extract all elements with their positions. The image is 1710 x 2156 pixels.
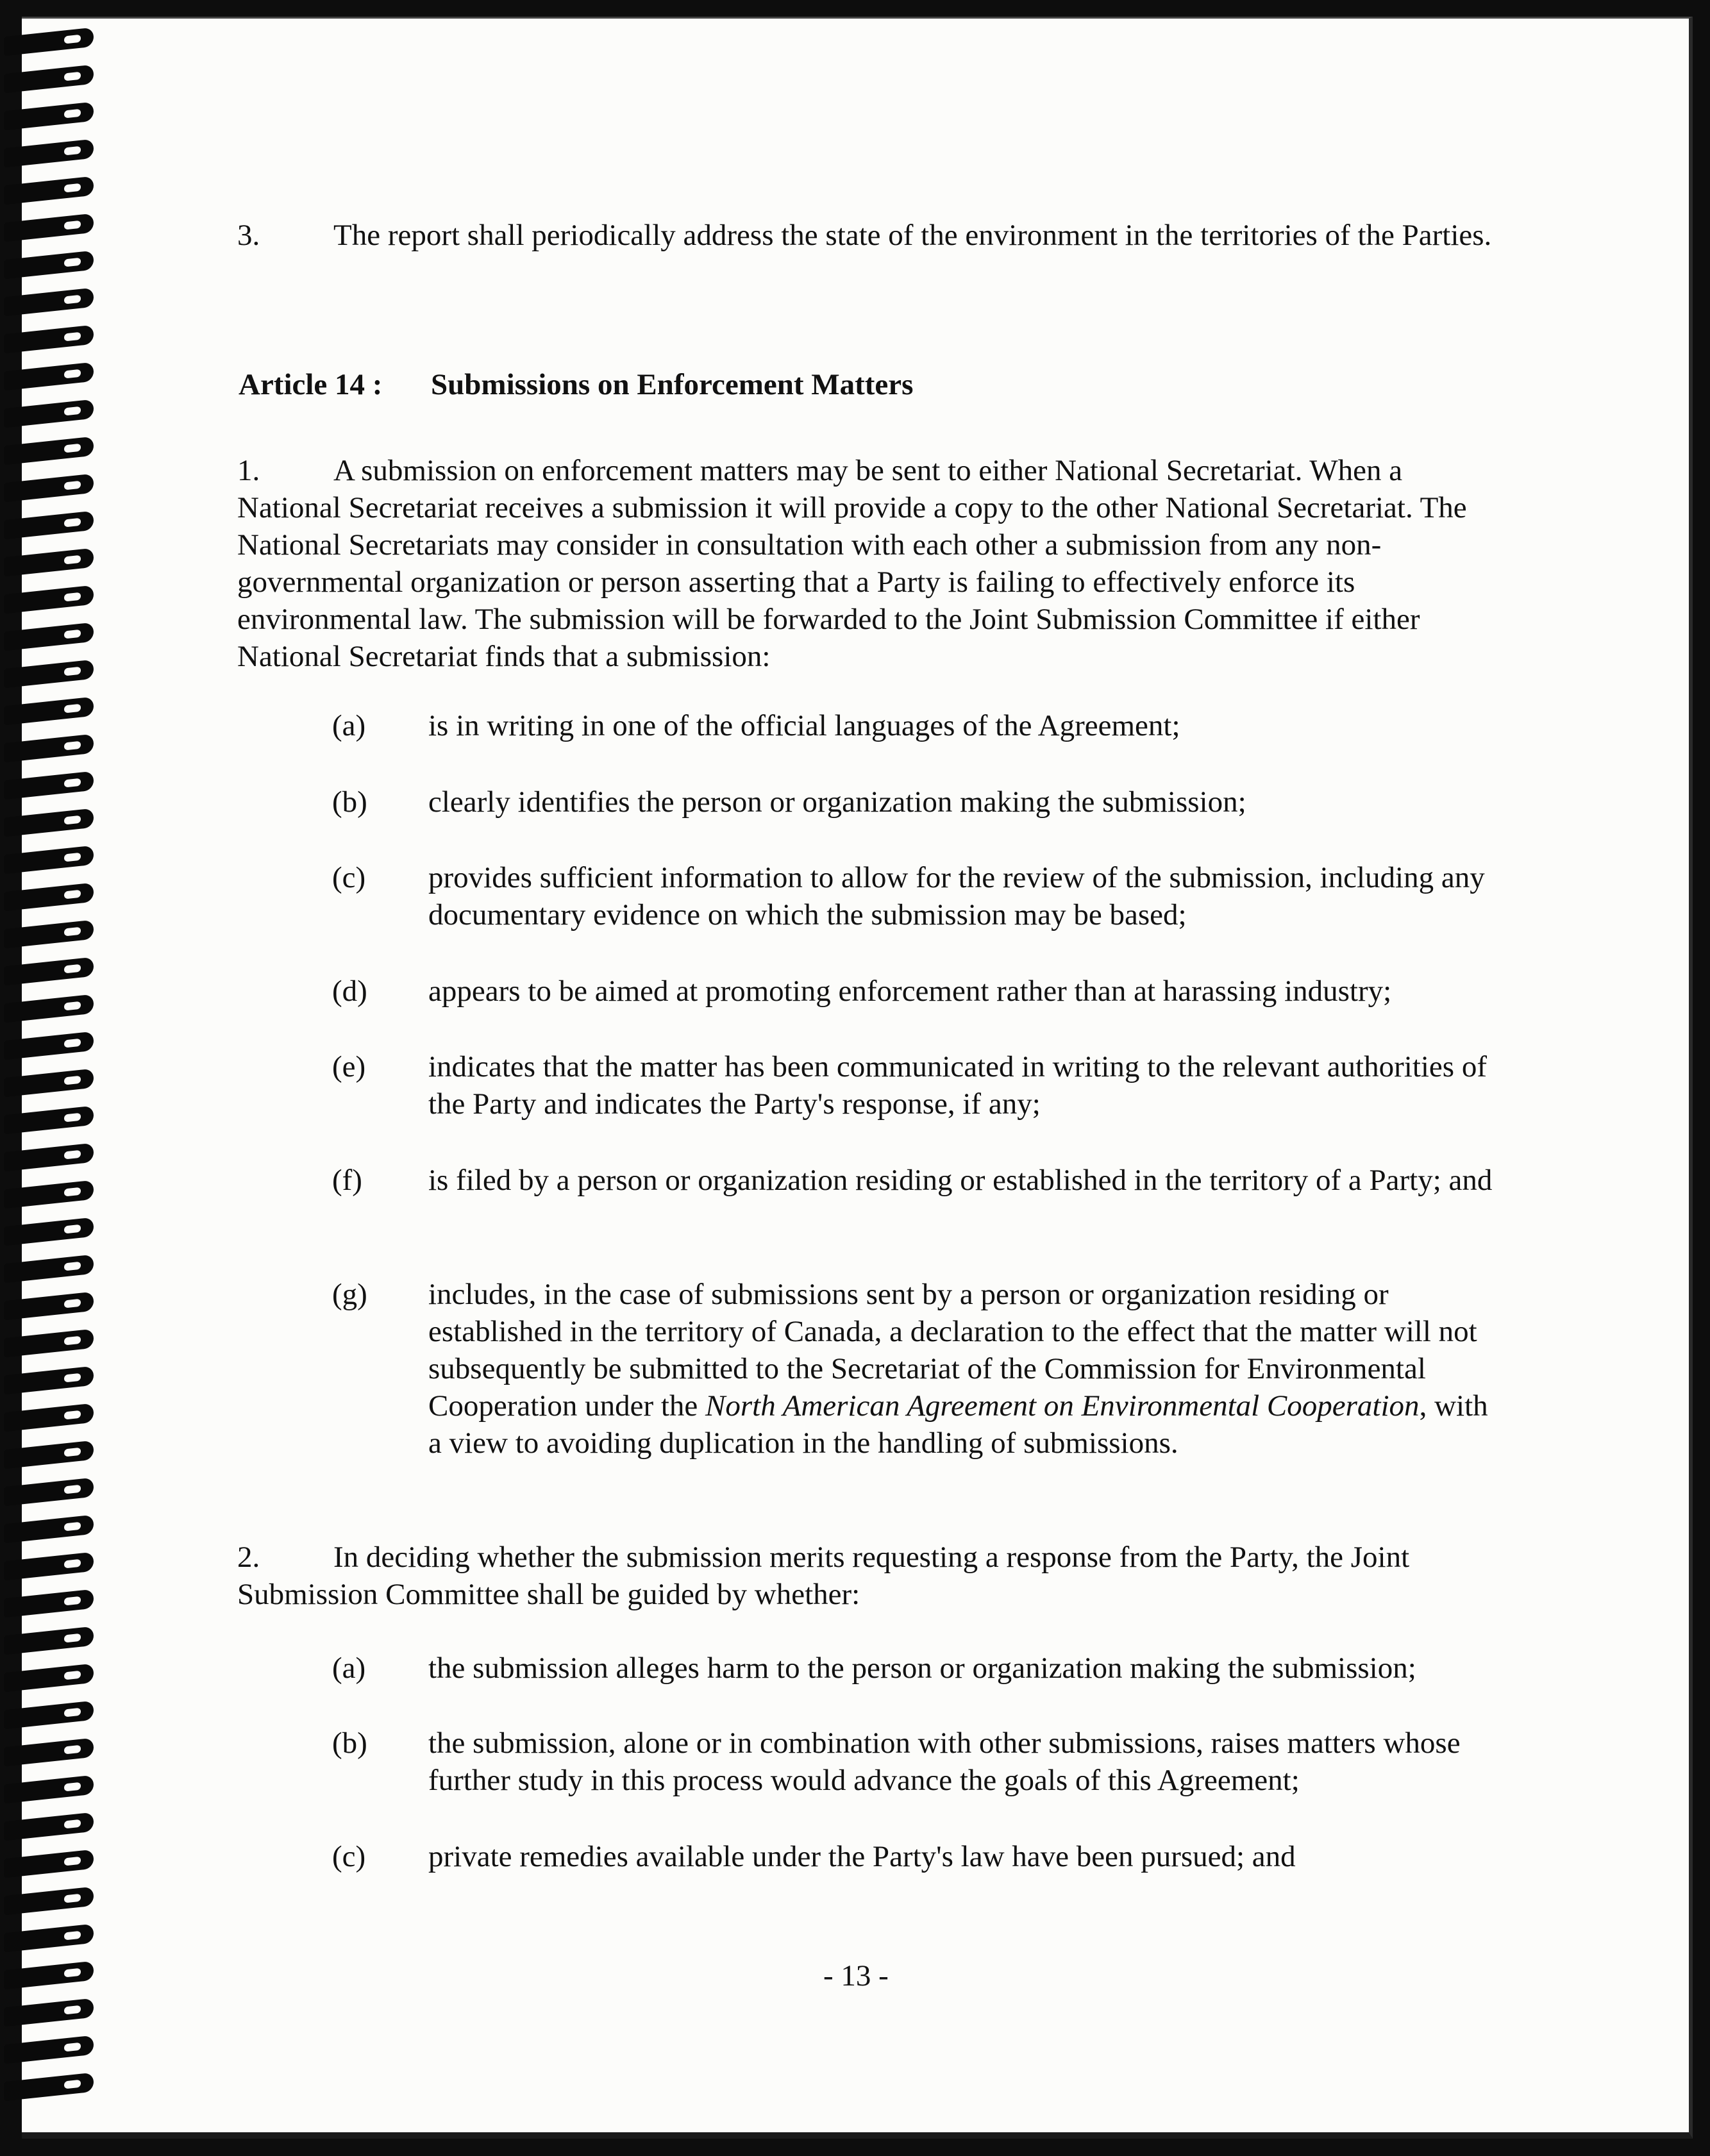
binding-coil [4,1478,94,1507]
list-item-label: (a) [332,709,366,742]
binding-coil [4,511,94,540]
binding-coil [4,1850,94,1878]
paragraph-2-text: In deciding whether the submission merits requesting a response from the Party, the Joint Submission Committee shall be guided by whether: [237,1541,1410,1611]
binding-coil [4,623,94,651]
binding-hole [46,350,53,367]
section-3-number: 3. [237,219,260,252]
list-item-label: (c) [332,861,366,894]
binding-hole [46,833,53,850]
binding-hole [46,648,53,664]
list-item-text: provides sufficient information to allow for the review of the submission, including any documentary evidence on which the submission may be based; [428,861,1485,932]
binding-hole [46,982,53,999]
binding-coil [4,1255,94,1283]
list-item-text-part: includes, in the case of submissions sent by a person or organization residing or established in the territory of Canada, a declaration to the effect that the matter will not subsequently be submitted to the Secretariat of the Commission for Environmental Cooperation under the [428,1278,1477,1423]
binding-coil [4,697,94,726]
agreement-title: North American Agreement on Environmental Cooperation [705,1389,1420,1423]
binding-hole [46,610,53,627]
binding-coil [4,176,94,205]
paragraph-1-number: 1. [237,454,260,487]
list-item-label: (b) [332,1726,367,1760]
binding-coil [4,808,94,837]
binding-hole [46,1986,53,2003]
binding-hole [46,871,53,887]
binding-coil [4,1812,94,1841]
binding-coil [4,251,94,280]
binding-coil [4,1329,94,1358]
page-number: - 13 - [823,1959,889,1993]
binding-coil [4,474,94,503]
binding-hole [46,1391,53,1408]
binding-hole [46,276,53,292]
binding-coil [4,1775,94,1804]
binding-hole [46,1094,53,1110]
binding-coil [4,1589,94,1618]
binding-hole [46,1837,53,1854]
binding-hole [46,499,53,515]
binding-coil [4,1626,94,1655]
list-item-label: (f) [332,1164,362,1197]
paragraph-1-text: A submission on enforcement matters may be sent to either National Secretariat. When a National Secretariat receives a submission it will provide a copy to the other National Secretariat. The National Secretariats may consider in consultation with each other a submission from any non-governmental organization or person asserting that a Party is failing to effectively enforce its environmental law. The submission will be forwarded to the Joint Submission Committee if either National Secretariat finds that a submission: [237,454,1467,673]
binding-hole [46,1689,53,1705]
section-3-text: The report shall periodically address the state of the environment in the territories of the Parties. [333,219,1492,252]
binding-hole [46,1726,53,1742]
binding-hole [46,1354,53,1371]
binding-hole [46,1466,53,1482]
section-3-paragraph [237,217,1494,254]
binding-hole [46,1614,53,1631]
binding-hole [46,1317,53,1333]
binding-hole [46,53,53,69]
binding-hole [46,1205,53,1222]
binding-hole [46,1763,53,1780]
binding-hole [46,1131,53,1148]
binding-hole [46,1540,53,1557]
binding-coil [4,213,94,242]
binding-hole [46,759,53,776]
binding-coil [4,660,94,689]
article-label: Article 14 : [239,368,383,401]
binding-coil [4,325,94,354]
binding-hole [46,1875,53,1891]
binding-coil [4,1924,94,1953]
list-item-label: (e) [332,1050,366,1083]
binding-hole [46,313,53,330]
binding-hole [46,1019,53,1036]
binding-coil [4,1292,94,1321]
binding-hole [46,1057,53,1073]
binding-coil [4,846,94,874]
binding-coil [4,1552,94,1581]
binding-hole [46,90,53,106]
article-heading [239,367,913,402]
list-item-label: (c) [332,1840,366,1873]
binding-coil [4,883,94,912]
list-item-label: (d) [332,974,367,1008]
binding-hole [46,722,53,739]
binding-coil [4,65,94,94]
list-item-label: (a) [332,1651,366,1685]
binding-coil [4,437,94,465]
binding-coil [4,1069,94,1098]
binding-hole [46,908,53,924]
list-item-text: clearly identifies the person or organization making the submission; [428,785,1246,819]
binding-coil [4,2035,94,2064]
list-item-text: is filed by a person or organization residing or established in the territory of a Party; and [428,1164,1493,1197]
binding-coil [4,28,94,56]
binding-coil [4,2073,94,2102]
paragraph-1 [237,452,1494,675]
binding-hole [46,387,53,404]
article-title: Submissions on Enforcement Matters [431,368,914,401]
list-item-label: (b) [332,785,367,819]
binding-coil [4,1998,94,2027]
binding-coil [4,1403,94,1432]
binding-hole [46,201,53,218]
binding-hole [46,1503,53,1519]
binding-coil [4,548,94,577]
binding-coil [4,1032,94,1060]
binding-coil [4,920,94,949]
binding-coil [4,139,94,168]
list-item-text: the submission, alone or in combination with other submissions, raises matters whose further study in this process would advance the goals of this Agreement; [428,1726,1461,1797]
binding-hole [46,945,53,962]
binding-hole [46,1280,53,1296]
binding-hole [46,462,53,478]
binding-coil [4,1701,94,1730]
spiral-binding [0,26,103,2128]
paragraph-2-number: 2. [237,1541,260,1574]
binding-hole [46,1577,53,1594]
binding-coil [4,1106,94,1135]
binding-coil [4,102,94,131]
binding-hole [46,1912,53,1928]
list-item-text: is in writing in one of the official languages of the Agreement; [428,709,1180,742]
list-item-label: (g) [332,1278,367,1311]
binding-coil [4,734,94,763]
list-item-text [428,1276,1505,1462]
binding-hole [46,796,53,813]
binding-hole [46,1242,53,1259]
binding-hole [46,1168,53,1185]
binding-hole [46,2060,53,2077]
binding-hole [46,685,53,701]
binding-coil [4,585,94,614]
binding-hole [46,573,53,590]
binding-coil [4,1441,94,1469]
binding-coil [4,994,94,1023]
binding-hole [46,164,53,181]
paragraph-2 [237,1539,1494,1613]
binding-coil [4,1887,94,1916]
list-item-text: appears to be aimed at promoting enforcement rather than at harassing industry; [428,974,1392,1008]
binding-coil [4,399,94,428]
binding-coil [4,362,94,391]
binding-coil [4,771,94,800]
binding-hole [46,2023,53,2040]
binding-coil [4,1961,94,1990]
binding-coil [4,1366,94,1395]
list-item-text: the submission alleges harm to the person or organization making the submission; [428,1651,1416,1685]
binding-hole [46,238,53,255]
binding-hole [46,1949,53,1966]
list-item-text: private remedies available under the Party's law have been pursued; and [428,1840,1296,1873]
binding-coil [4,1217,94,1246]
binding-coil [4,1738,94,1767]
binding-hole [46,127,53,144]
binding-hole [46,1800,53,1817]
binding-coil [4,957,94,986]
binding-hole [46,424,53,441]
binding-hole [46,2098,53,2114]
list-item-text: indicates that the matter has been communicated in writing to the relevant authorities of the Party and indicates the Party's response, if any; [428,1050,1487,1121]
list-item-text-part: , with a view to avoiding duplication in the handling of submissions. [428,1389,1488,1460]
binding-hole [46,1428,53,1445]
binding-coil [4,1664,94,1692]
binding-hole [46,1651,53,1668]
binding-hole [46,536,53,553]
binding-coil [4,1515,94,1544]
binding-coil [4,288,94,317]
binding-coil [4,1180,94,1209]
binding-coil [4,1143,94,1172]
